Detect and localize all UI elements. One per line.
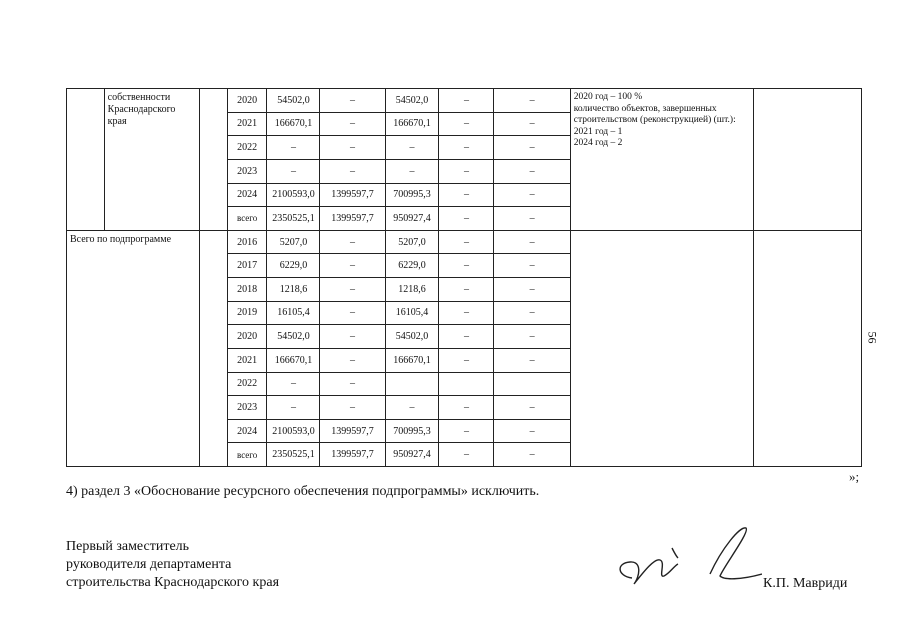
blank-desc-cell xyxy=(570,230,753,466)
closing-quote: »; xyxy=(849,469,860,484)
signatory-position: Первый заместитель руководителя департамента строительства Краснодарского края xyxy=(66,539,280,590)
clause-text: 4) раздел 3 «Обоснование ресурсного обеспечения подпрограммы» исключить. xyxy=(66,484,540,499)
table-row: всего 2350525,1 1399597,7 950927,4 – – xyxy=(67,207,862,231)
table-row: всего 2350525,1 1399597,7 950927,4 – – xyxy=(67,443,862,467)
table-row: 2022 – – – – – xyxy=(67,136,862,160)
section2-name: Всего по подпрограмме xyxy=(67,230,200,466)
table-row: собственности Краснодарского края 2020 54502,0 – 54502,0 – – 2020 год – 100 % количество объектов, завершенных строительством (реконструкцией) (шт.): 2021 год – 1 2024 год – 2 xyxy=(67,89,862,113)
table-row: 2023 – – – – – xyxy=(67,396,862,420)
blank-cell xyxy=(200,89,227,231)
signatory-name: К.П. Мавриди xyxy=(763,576,848,591)
table-row: Всего по подпрограмме 2016 5207,0 – 5207,0 – – xyxy=(67,230,862,254)
table-row: 2024 2100593,0 1399597,7 700995,3 – – xyxy=(67,183,862,207)
handwritten-signature xyxy=(612,518,762,598)
table-row: 2021 166670,1 – 166670,1 – – xyxy=(67,348,862,372)
page-number: 56 xyxy=(865,331,880,344)
blank-cell xyxy=(200,230,227,466)
section1-name: собственности Краснодарского края xyxy=(104,89,200,231)
table-row: 2024 2100593,0 1399597,7 700995,3 – – xyxy=(67,419,862,443)
result-description: 2020 год – 100 % количество объектов, завершенных строительством (реконструкцией) (шт.): 2021 год – 1 2024 год – 2 xyxy=(570,89,753,231)
blank-exec-cell xyxy=(754,230,862,466)
table-row: 2018 1218,6 – 1218,6 – – xyxy=(67,278,862,302)
executor-cell xyxy=(754,89,862,231)
table-row: 2021 166670,1 – 166670,1 – – xyxy=(67,112,862,136)
table-row: 2022 – – xyxy=(67,372,862,396)
financing-table xyxy=(66,88,862,467)
table-row: 2019 16105,4 – 16105,4 – – xyxy=(67,301,862,325)
table-row: 2020 54502,0 – 54502,0 – – xyxy=(67,325,862,349)
table-row: 2017 6229,0 – 6229,0 – – xyxy=(67,254,862,278)
table-row: 2023 – – – – – xyxy=(67,159,862,183)
num-cell xyxy=(67,89,105,231)
